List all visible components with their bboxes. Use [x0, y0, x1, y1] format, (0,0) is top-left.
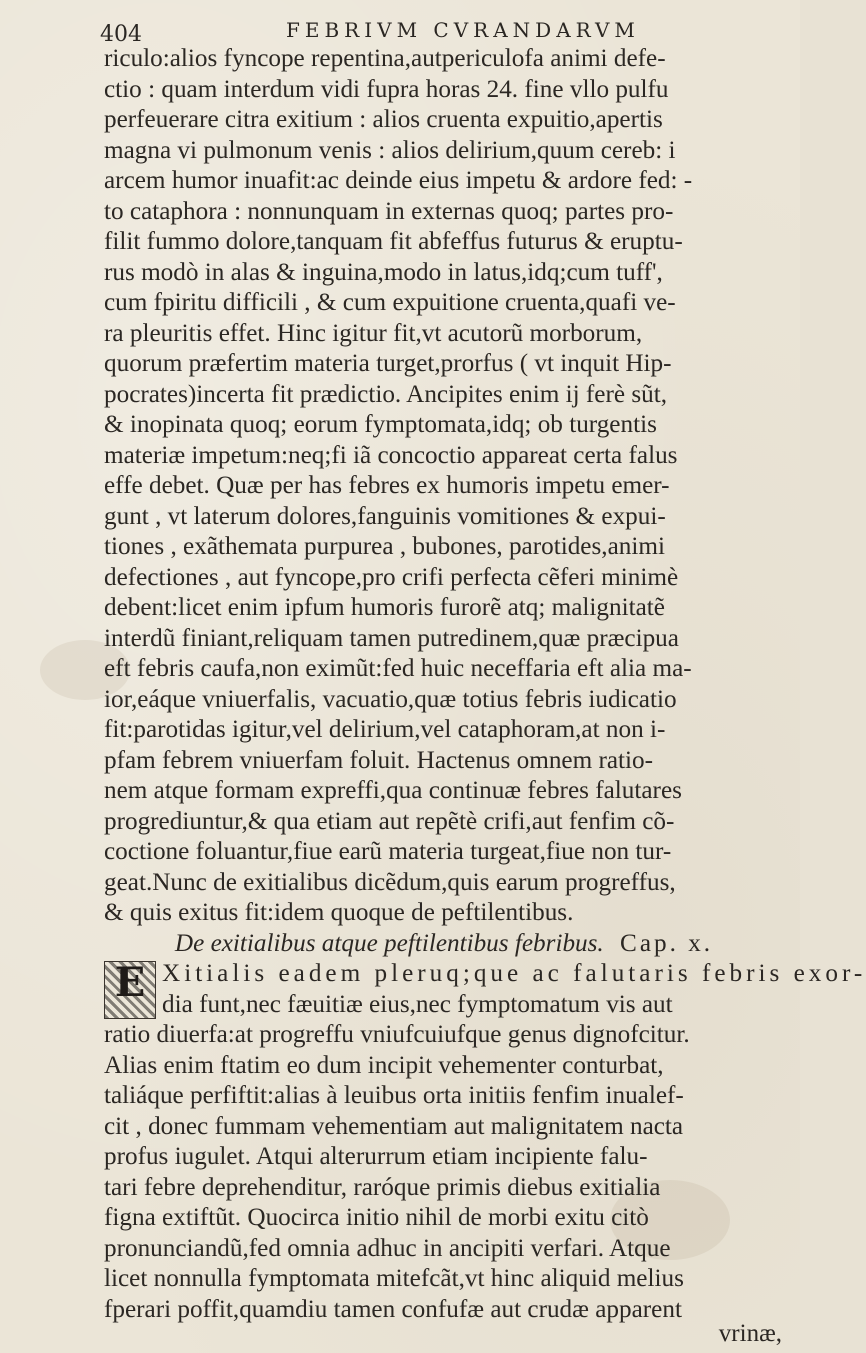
text-line: rus modò in alas & inguina,modo in latus,idq;cum tuff',: [104, 258, 663, 286]
decorated-initial: [104, 961, 156, 1019]
text-line: Alias enim ftatim eo dum incipit vehementer conturbat,: [104, 1051, 664, 1079]
text-line: Xitialis eadem pleruq;que ac falutaris febris exor-: [162, 960, 866, 987]
text-line: fit:parotidas igitur,vel delirium,vel cataphoram,at non i-: [104, 716, 666, 743]
text-line: pronunciandũ,fed omnia adhuc in ancipiti verfari. Atque: [104, 1234, 671, 1262]
text-line: tari febre deprehenditur, raróque primis diebus exitialia: [104, 1173, 661, 1201]
text-line: taliáque perfiftit:alias à leuibus orta initiis fenfim inualef-: [104, 1082, 684, 1109]
text-line: interdũ finiant,reliquam tamen putredinem,quæ præcipua: [104, 624, 679, 652]
chapter-number: Cap. x.: [620, 929, 714, 957]
chapter-title: De exitialibus atque peftilentibus febribus.: [174, 929, 604, 957]
text-line: profus iugulet. Atqui alterurrum etiam incipiente falu-: [104, 1143, 648, 1170]
text-line: debent:licet enim ipfum humoris furorẽ atq; malignitatẽ: [104, 594, 665, 621]
text-line: & inopinata quoq; eorum fymptomata,idq; ob turgentis: [104, 411, 657, 438]
text-line: effe debet. Quæ per has febres ex humoris impetu emer-: [104, 472, 670, 499]
text-line: nem atque formam expreffi,qua continuæ febres falutares: [104, 777, 682, 804]
text-line: magna vi pulmonum venis : alios delirium,quum cereb: i: [104, 136, 676, 164]
text-line: fperari poffit,quamdiu tamen confufæ aut crudæ apparent: [104, 1295, 682, 1323]
text-line: riculo:alios fyncope repentina,autpericulofa animi defe-: [104, 45, 666, 72]
text-line: eft febris caufa,non eximũt:fed huic neceffaria eft alia ma-: [104, 655, 692, 682]
initial-letter: E: [114, 959, 146, 1006]
text-line: & quis exitus fit:idem quoque de peftilentibus.: [104, 899, 574, 926]
text-line: geat.Nunc de exitialibus dicẽdum,quis earum progreffus,: [104, 868, 676, 896]
text-line: materiæ impetum:neq;fi iã concoctio appareat certa falus: [104, 441, 678, 469]
text-line: cit , donec fummam vehementiam aut malignitatem nacta: [104, 1112, 684, 1140]
text-line: filit fummo dolore,tanquam fit abfeffus futurus & eruptu-: [104, 228, 683, 255]
text-line: coctione foluantur,fiue earũ materia turgeat,fiue non tur-: [104, 838, 672, 865]
text-line: licet nonnulla fymptomata mitefcãt,vt hinc aliquid melius: [104, 1265, 684, 1292]
text-line: progrediuntur,& qua etiam aut repẽtè crifi,aut fenfim cõ-: [104, 807, 675, 835]
body-text: [104, 44, 866, 1325]
text-line: tiones , exãthemata purpurea , bubones, parotides,animi: [104, 533, 665, 560]
catchword: vrinæ,: [718, 1320, 782, 1347]
text-line: cum fpiritu difficili , & cum expuitione cruenta,quafi ve-: [104, 289, 676, 316]
text-line: pfam febrem vniuerfam foluit. Hactenus omnem ratio-: [104, 746, 654, 774]
page-number: 404: [100, 22, 142, 47]
text-line: gunt , vt laterum dolores,fanguinis vomitiones & expui-: [104, 502, 666, 530]
text-line: pocrates)incerta fit prædictio. Ancipites enim ij ferè sũt,: [104, 380, 668, 408]
text-line: to cataphora : nonnunquam in externas quoq; partes pro-: [104, 197, 674, 225]
text-line: perfeuerare citra exitium : alios cruenta expuitio,apertis: [104, 106, 663, 133]
text-line: figna extiftũt. Quocirca initio nihil de morbi exitu citò: [104, 1204, 649, 1231]
text-line: ratio diuerfa:at progreffu vniufcuiufque genus dignofcitur.: [104, 1021, 690, 1048]
text-line: ior,eáque vniuerfalis, vacuatio,quæ totius febris iudicatio: [104, 685, 677, 713]
text-line: dia funt,nec fæuitiæ eius,nec fymptomatum vis aut: [162, 990, 673, 1018]
text-line: quorum præfertim materia turget,prorfus ( vt inquit Hip-: [104, 350, 672, 377]
running-title: FEBRIVM CVRANDARVM: [286, 18, 640, 42]
chapter-heading: [104, 929, 784, 960]
text-line: arcem humor inuafit:ac deinde eius impetu & ardore fed: -: [104, 167, 693, 194]
text-line: ra pleuritis effet. Hinc igitur fit,vt acutorũ morborum,: [104, 319, 643, 347]
text-line: defectiones , aut fyncope,pro crifi perfecta cẽferi minimè: [104, 563, 679, 591]
text-line: ctio : quam interdum vidi fupra horas 24. fine vllo pulfu: [104, 75, 669, 103]
